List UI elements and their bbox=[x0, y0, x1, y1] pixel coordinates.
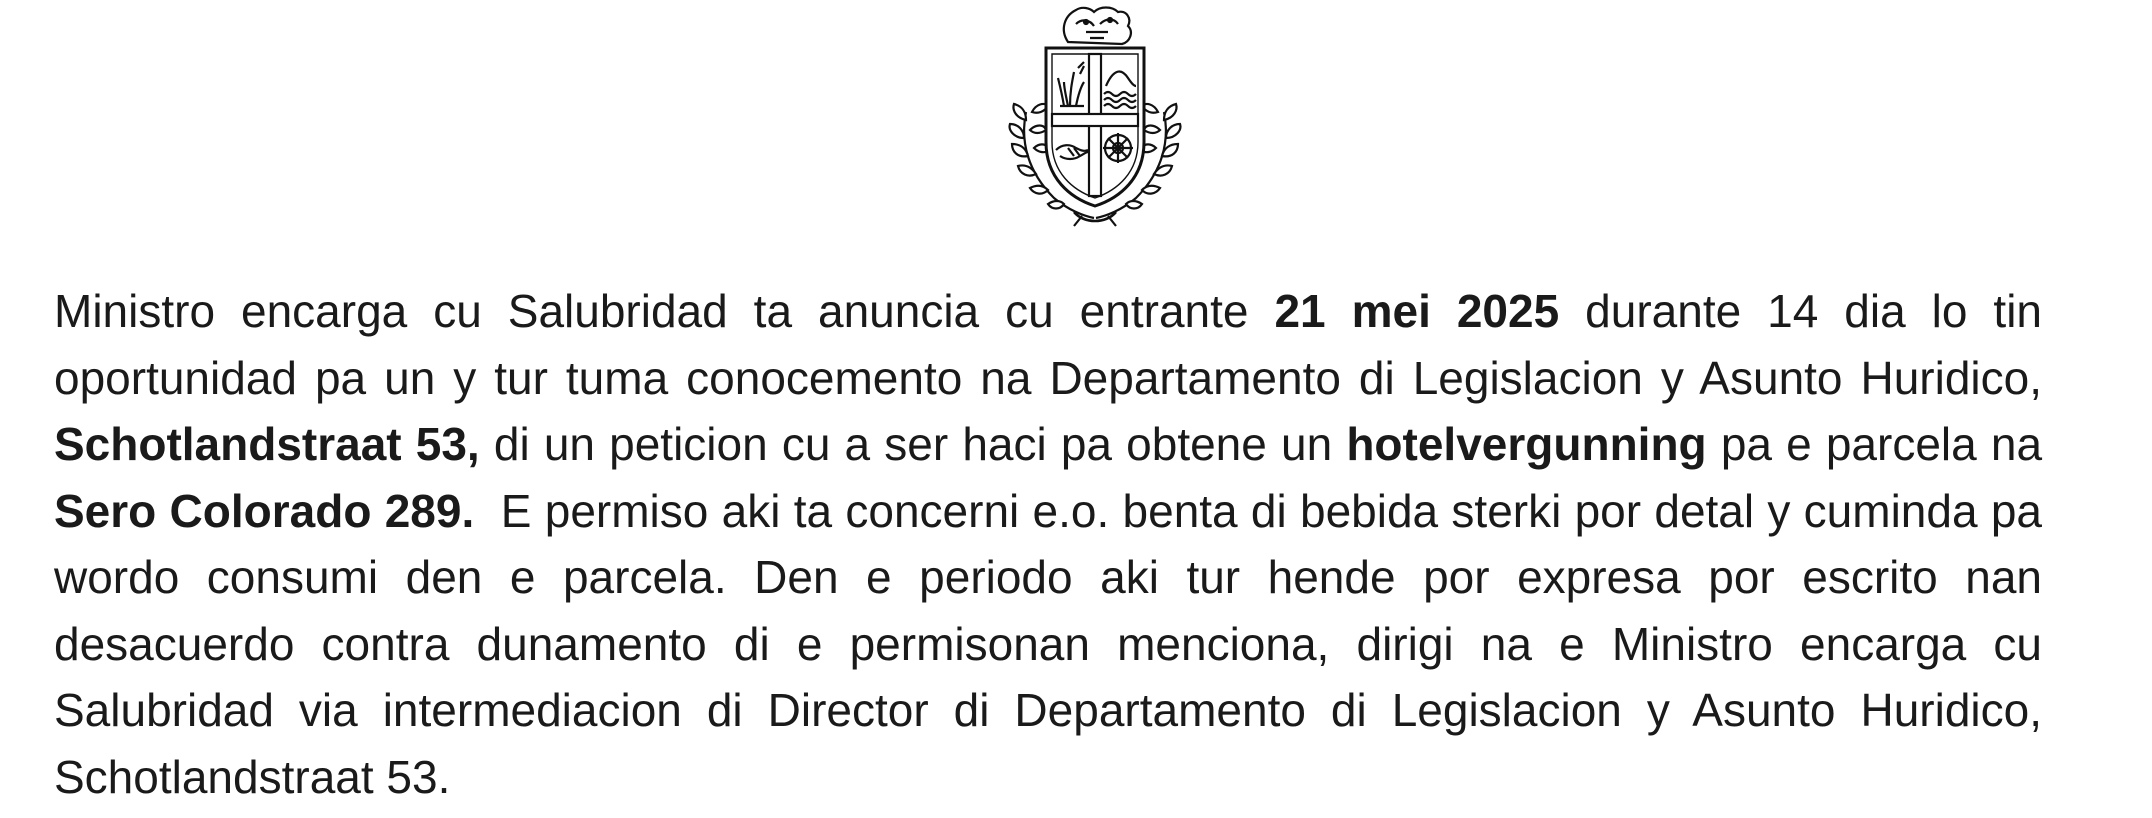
notice-review-period: durante 14 dia lo tin oportunidad pa un y tur tuma conocemento na Departamento di Legislacion y Asunto Huridico, bbox=[54, 285, 2043, 404]
notice-address: Schotlandstraat 53, bbox=[54, 418, 480, 470]
notice-text bbox=[54, 278, 2042, 810]
notice-parcel-intro: pa e parcela na bbox=[1720, 418, 2043, 470]
notice-details: E permiso aki ta concerni e.o. benta di bebida sterki por detal y cuminda pa wordo consumi den e parcela. Den e periodo aki tur hende por expresa por escrito nan desacuerdo contra dunamento di e permisonan menciona, dirigi na e Ministro encarga cu Salubridad via intermediacion di Director di Departamento di Legislacion y Asunto Huridico, Schotlandstraat 53. bbox=[54, 484, 2042, 803]
notice-request: di un peticion cu a ser haci pa obtene un bbox=[493, 418, 1333, 470]
notice-parcel: Sero Colorado 289. bbox=[54, 484, 475, 537]
coat-of-arms-icon bbox=[990, 2, 1200, 230]
notice-date: 21 mei 2025 bbox=[1274, 285, 1560, 337]
notice-intro: Ministro encarga cu Salubridad ta anuncia cu entrante bbox=[54, 285, 1249, 337]
notice-permit-type: hotelvergunning bbox=[1346, 418, 1707, 470]
